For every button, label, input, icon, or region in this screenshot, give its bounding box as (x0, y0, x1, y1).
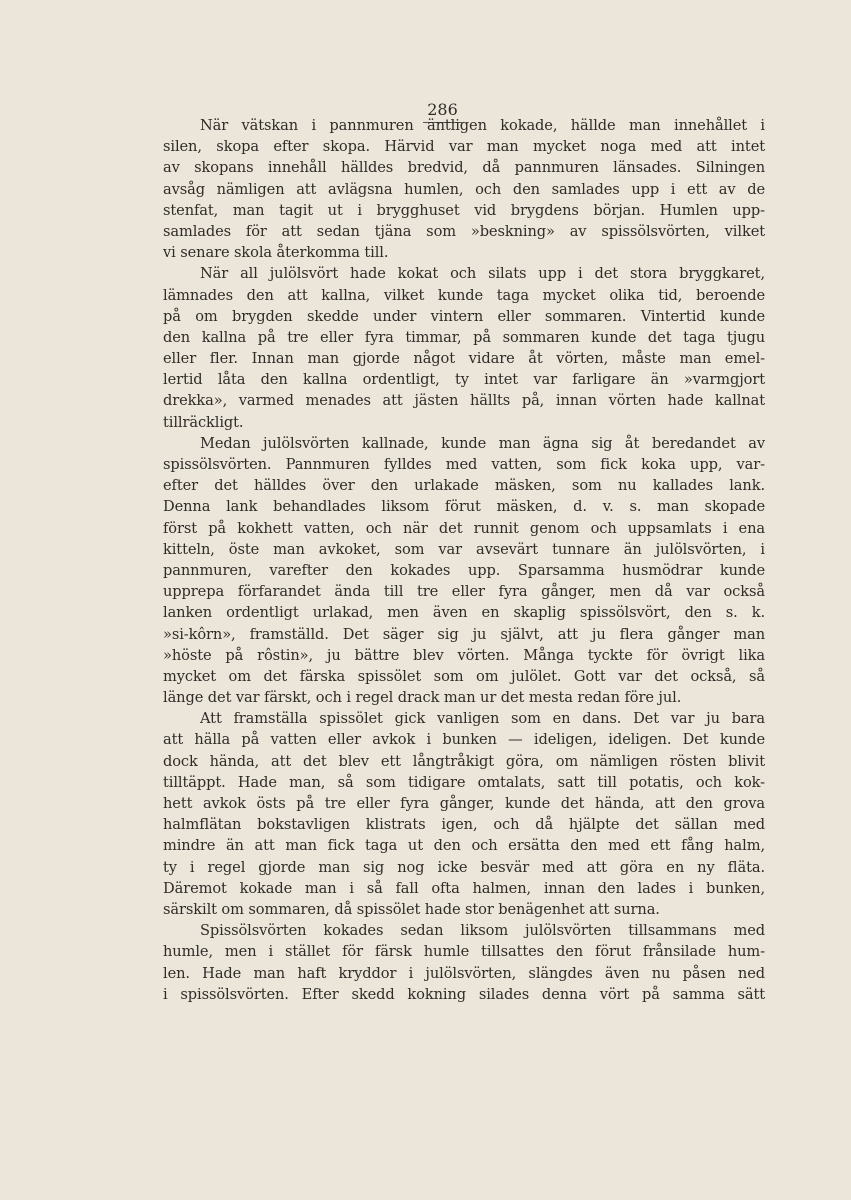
text-line: upprepa förfarandet ända till tre eller fyra gånger, men då var också (163, 583, 765, 601)
text-line: eller fler. Innan man gjorde något vidare åt vörten, måste man emel- (163, 350, 765, 368)
text-line: att hälla på vatten eller avkok i bunken — ideligen, ideligen. Det kunde (163, 731, 765, 749)
text-line: tilltäppt. Hade man, så som tidigare omtalats, satt till potatis, och kok- (163, 773, 765, 791)
paragraph (163, 920, 765, 1005)
text-line: silen, skopa efter skopa. Härvid var man mycket noga med att intet (163, 138, 765, 156)
paragraph (163, 708, 765, 920)
text-line: »si-kôrn», framställd. Det säger sig ju självt, att ju flera gånger man (163, 625, 765, 643)
text-line: stenfat, man tagit ut i brygghuset vid brygdens början. Humlen upp- (163, 201, 765, 219)
paragraph (163, 433, 765, 708)
text-line: särskilt om sommaren, då spissölet hade stor benägenhet att surna. (163, 900, 660, 918)
text-line: Denna lank behandlades liksom förut mäsken, d. v. s. man skopade (163, 498, 765, 516)
text-line: på om brygden skedde under vintern eller sommaren. Vintertid kunde (163, 307, 765, 325)
body-text (163, 115, 765, 1005)
paragraph (163, 263, 765, 433)
text-line: spissölsvörten. Pannmuren fylldes med vatten, som fick koka upp, var- (163, 456, 765, 473)
text-line: När vätskan i pannmuren äntligen kokade, hällde man innehållet i (200, 117, 765, 134)
text-line: lertid låta den kallna ordentligt, ty intet var farligare än »varmgjort (163, 371, 765, 389)
text-line: drekka», varmed menades att jästen hällts på, innan vörten hade kallnat (163, 392, 765, 410)
page-number-text: 286 (423, 100, 462, 123)
text-line: av skopans innehåll hälldes bredvid, då pannmuren länsades. Silningen (163, 159, 765, 177)
text-line: länge det var färskt, och i regel drack man ur det mesta redan före jul. (163, 689, 682, 707)
text-line: humle, men i stället för färsk humle tillsattes den förut frånsilade hum- (163, 943, 765, 961)
text-line: hett avkok östs på tre eller fyra gånger, kunde det hända, att den grova (163, 795, 765, 812)
text-line: Däremot kokade man i så fall ofta halmen, innan den lades i bunken, (163, 879, 765, 897)
text-line: Spissölsvörten kokades sedan liksom julölsvörten tillsammans med (200, 922, 765, 940)
text-line: pannmuren, varefter den kokades upp. Sparsamma husmödrar kunde (163, 561, 765, 579)
text-line: kitteln, öste man avkoket, som var avsevärt tunnare än julölsvörten, i (163, 540, 765, 558)
text-line: tillräckligt. (163, 413, 244, 431)
text-line: halmflätan bokstavligen klistrats igen, och då hjälpte det sällan med (163, 816, 765, 834)
text-line: mycket om det färska spissölet som om julölet. Gott var det också, så (163, 667, 765, 685)
text-line: först på kokhett vatten, och när det runnit genom och uppsamlats i ena (163, 519, 765, 537)
text-line: len. Hade man haft kryddor i julölsvörten, slängdes även nu påsen ned (163, 964, 765, 982)
paragraph (163, 115, 765, 263)
text-line: samlades för att sedan tjäna som »beskning» av spissölsvörten, vilket (163, 222, 765, 240)
text-line: När all julölsvört hade kokat och silats upp i det stora bryggkaret, (200, 265, 765, 283)
text-line: avsåg nämligen att avlägsna humlen, och den samlades upp i ett av de (163, 180, 765, 198)
text-line: dock hända, att det blev ett långtråkigt göra, om nämligen rösten blivit (163, 752, 765, 770)
text-line: »höste på rôstin», ju bättre blev vörten. Många tyckte för övrigt lika (163, 646, 765, 664)
text-line: vi senare skola återkomma till. (163, 244, 389, 262)
text-line: mindre än att man fick taga ut den och ersätta den med ett fång halm, (163, 837, 765, 855)
text-line: i spissölsvörten. Efter skedd kokning silades denna vört på samma sätt (163, 985, 765, 1003)
text-line: den kallna på tre eller fyra timmar, på sommaren kunde det taga tjugu (163, 328, 765, 346)
text-line: lanken ordentligt urlakad, men även en skaplig spissölsvört, den s. k. (163, 604, 765, 622)
text-line: efter det hälldes över den urlakade mäsken, som nu kallades lank. (163, 477, 765, 495)
text-line: Att framställa spissölet gick vanligen som en dans. Det var ju bara (200, 710, 765, 728)
text-line: lämnades den att kallna, vilket kunde taga mycket olika tid, beroende (163, 286, 765, 304)
text-line: ty i regel gjorde man sig nog icke besvär med att göra en ny fläta. (163, 858, 765, 876)
text-line: Medan julölsvörten kallnade, kunde man ägna sig åt beredandet av (200, 434, 765, 452)
